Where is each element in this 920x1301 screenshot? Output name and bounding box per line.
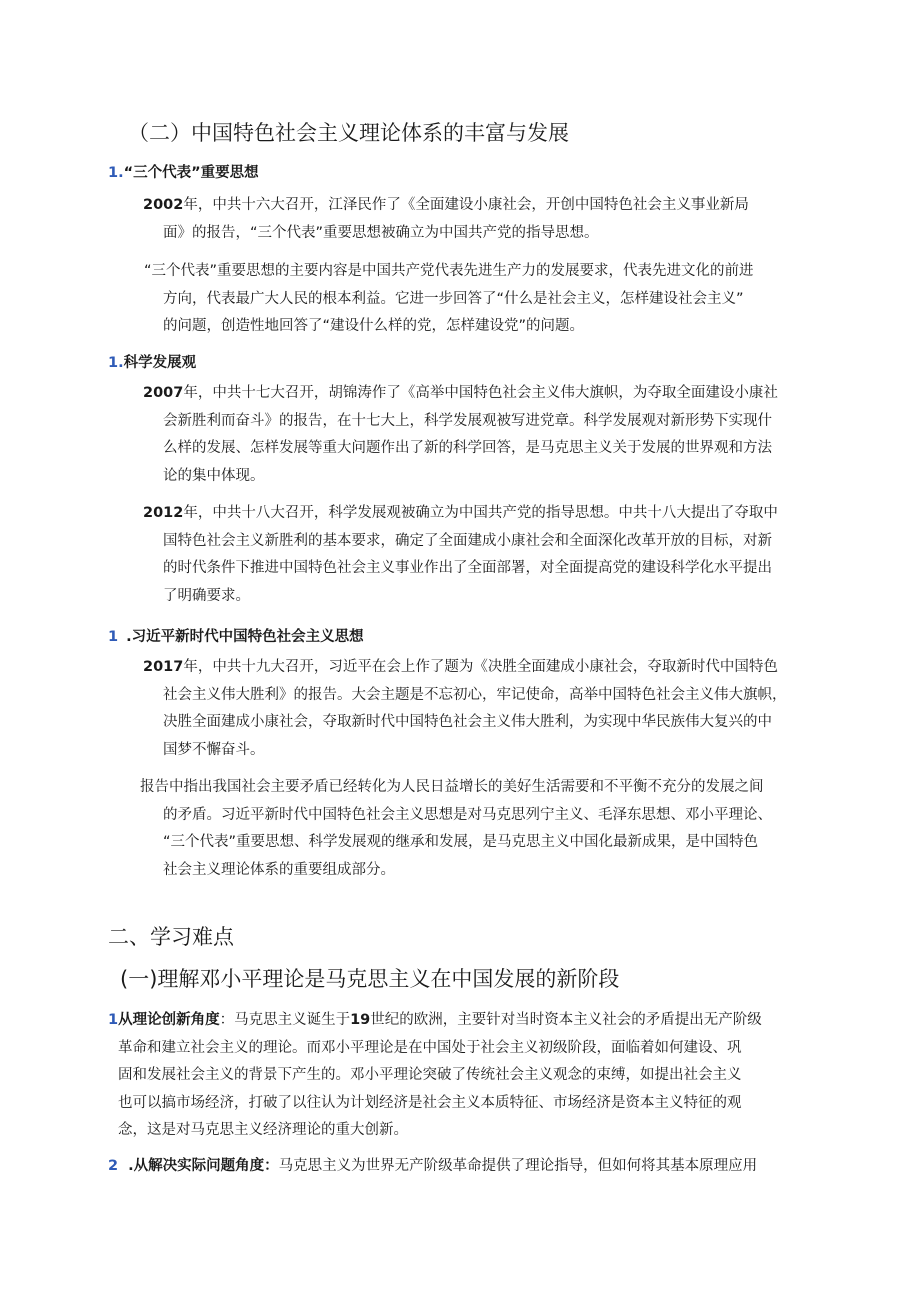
text-line: 会新胜利而奋斗》的报告，在十七大上，科学发展观被写进党章。科学发展观对新形势下实现什 [163, 412, 772, 429]
text-line: 社会主义伟大胜利》的报告。大会主题是不忘初心，牢记使命，高举中国特色社会主义伟大旗帜， [163, 686, 787, 703]
item-heading-scientific-outlook [108, 351, 196, 372]
text-line: 论的集中体现。 [163, 467, 265, 484]
colon: ： [219, 1012, 235, 1028]
text-line: “三个代表”重要思想、科学发展观的继承和发展，是马克思主义中国化最新成果，是中国特色 [163, 834, 759, 850]
text-line: 的问题，创造性地回答了“建设什么样的党，怎样建设党”的问题。 [163, 318, 585, 334]
century-number: 19 [350, 1012, 371, 1028]
paragraph [143, 192, 793, 247]
item-title: .习近平新时代中国特色社会主义思想 [126, 629, 364, 645]
paragraph [143, 380, 815, 490]
paragraph [108, 1153, 808, 1181]
text-line: 社会主义理论体系的重要组成部分。 [163, 861, 395, 878]
text-line: 年，中共十九大召开，习近平在会上作了题为《决胜全面建成小康社会，夺取新时代中国特色 [183, 659, 778, 675]
point-number: 2 [108, 1158, 119, 1174]
point-label: .从解决实际问题角度： [128, 1158, 279, 1174]
item-number: 1. [108, 165, 124, 181]
text-run: 马克思主义诞生于 [234, 1012, 351, 1028]
text-line: “三个代表”重要思想的主要内容是中国共产党代表先进生产力的发展要求，代表先进文化的前进 [144, 263, 754, 279]
text-line: 年，中共十七大召开，胡锦涛作了《高举中国特色社会主义伟大旗帜，为夺取全面建设小康社 [183, 385, 778, 401]
text-line: 报告中指出我国社会主要矛盾已经转化为人民日益增长的美好生活需要和不平衡不充分的发展之间 [140, 779, 764, 795]
text-line: 固和发展社会主义的背景下产生的。邓小平理论突破了传统社会主义观念的束缚，如提出社会主义 [118, 1067, 742, 1083]
text-line: 也可以搞市场经济，打破了以往认为计划经济是社会主义本质特征、市场经济是资本主义特征的观 [118, 1094, 742, 1111]
item-number: 1 [108, 629, 119, 645]
item-heading-xi-thought [108, 625, 364, 646]
text-run: 世纪的欧洲，主要针对当时资本主义社会的矛盾提出无产阶级 [370, 1012, 762, 1028]
year: 2017 [143, 659, 184, 675]
text-line: 决胜全面建成小康社会，夺取新时代中国特色社会主义伟大胜利，为实现中华民族伟大复兴的中 [163, 714, 772, 730]
text-line: 念，这是对马克思主义经济理论的重大创新。 [118, 1122, 408, 1138]
item-number: 1. [108, 355, 124, 371]
section-heading: （二）中国特色社会主义理论体系的丰富与发展 [128, 121, 569, 145]
text-line: 国特色社会主义新胜利的基本要求，确定了全面建成小康社会和全面深化改革开放的目标，对新 [163, 532, 772, 549]
text-line: 方向，代表最广大人民的根本利益。它进一步回答了“什么是社会主义，怎样建设社会主义” [163, 290, 744, 307]
text-line: 面》的报告，“三个代表”重要思想被确立为中国共产党的指导思想。 [163, 224, 599, 241]
item-title: “三个代表”重要思想 [123, 165, 259, 181]
year: 2012 [143, 505, 184, 521]
text-line: 么样的发展、怎样发展等重大问题作出了新的科学回答，是马克思主义关于发展的世界观和方法 [163, 440, 772, 456]
text-line: 了明确要求。 [163, 587, 250, 604]
text-line: 年，中共十八大召开，科学发展观被确立为中国共产党的指导思想。中共十八大提出了夺取中 [183, 505, 778, 521]
text-line: 的矛盾。习近平新时代中国特色社会主义思想是对马克思列宁主义、毛泽东思想、邓小平理论、 [163, 806, 772, 823]
item-title: 科学发展观 [123, 355, 197, 371]
year: 2007 [143, 385, 184, 401]
item-heading-three-represents [108, 161, 259, 182]
text-run: 马克思主义为世界无产阶级革命提供了理论指导，但如何将其基本原理应用 [278, 1158, 758, 1174]
text-line: 革命和建立社会主义的理论。而邓小平理论是在中国处于社会主义初级阶段，面临着如何建设、巩 [118, 1039, 742, 1056]
text-line: 国梦不懈奋斗。 [163, 741, 265, 758]
paragraph [143, 258, 815, 341]
paragraph [108, 1007, 808, 1145]
point-number: 1 [108, 1012, 119, 1028]
year: 2002 [143, 197, 184, 213]
paragraph [143, 500, 815, 610]
text-line: 的时代条件下推进中国特色社会主义事业作出了全面部署，对全面提高党的建设科学化水平提出 [163, 560, 772, 576]
paragraph [140, 774, 816, 884]
part-heading: 二、学习难点 [108, 925, 234, 949]
point-label: 从理论创新角度 [118, 1012, 220, 1028]
subsection-heading: (一)理解邓小平理论是马克思主义在中国发展的新阶段 [120, 967, 620, 991]
paragraph [143, 654, 815, 764]
text-line: 年，中共十六大召开，江泽民作了《全面建设小康社会，开创中国特色社会主义事业新局 [183, 197, 749, 213]
